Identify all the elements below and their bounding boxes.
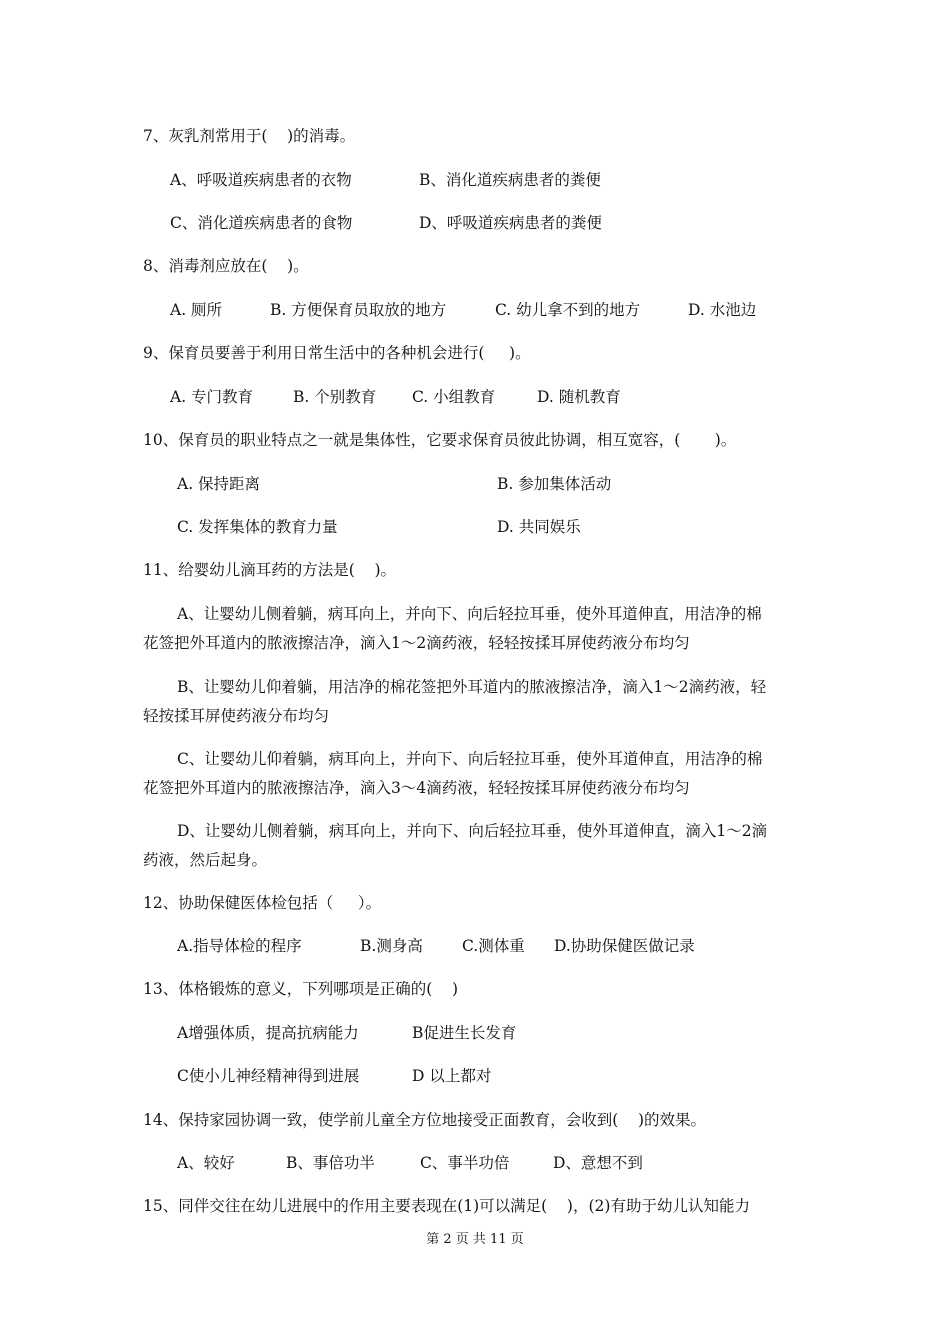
q14-option-c: C、事半功倍 bbox=[420, 1154, 510, 1172]
q10-stem: 10、保育员的职业特点之一就是集体性，它要求保育员彼此协调，相互宽容，( )。 bbox=[143, 431, 737, 449]
q11-stem: 11、给婴幼儿滴耳药的方法是( )。 bbox=[143, 561, 397, 579]
q11-option-d-line1: D、让婴幼儿侧着躺，病耳向上，并向下、向后轻拉耳垂，使外耳道伸直，滴入1～2滴 bbox=[177, 822, 768, 840]
q13-option-a: A增强体质，提高抗病能力 bbox=[177, 1024, 359, 1042]
q9-option-a: A. 专门教育 bbox=[170, 388, 254, 406]
q7-option-c: C、消化道疾病患者的食物 bbox=[170, 214, 353, 232]
q14-stem: 14、保持家园协调一致，使学前儿童全方位地接受正面教育，会收到( )的效果。 bbox=[143, 1111, 707, 1129]
q14-option-a: A、较好 bbox=[177, 1154, 235, 1172]
q8-option-b: B. 方便保育员取放的地方 bbox=[270, 301, 447, 319]
q7-option-d: D、呼吸道疾病患者的粪便 bbox=[419, 214, 602, 232]
q13-stem: 13、体格锻炼的意义，下列哪项是正确的( ) bbox=[143, 980, 459, 998]
q7-option-b: B、消化道疾病患者的粪便 bbox=[419, 171, 601, 189]
q14-option-d: D、意想不到 bbox=[553, 1154, 643, 1172]
q10-option-d: D. 共同娱乐 bbox=[497, 518, 581, 536]
q9-option-d: D. 随机教育 bbox=[537, 388, 621, 406]
q14-option-b: B、事倍功半 bbox=[286, 1154, 375, 1172]
q10-option-b: B. 参加集体活动 bbox=[497, 475, 612, 493]
q13-option-b: B促进生长发育 bbox=[412, 1024, 517, 1042]
q11-option-d-line2: 药液，然后起身。 bbox=[143, 851, 268, 869]
q12-option-c: C.测体重 bbox=[462, 937, 525, 955]
q13-option-d: D 以上都对 bbox=[412, 1067, 492, 1085]
q15-stem: 15、同伴交往在幼儿进展中的作用主要表现在(1)可以满足( )，(2)有助于幼儿认知能力 bbox=[143, 1197, 750, 1215]
q9-option-b: B. 个别教育 bbox=[293, 388, 377, 406]
q11-option-b-line2: 轻按揉耳屏使药液分布均匀 bbox=[143, 707, 330, 725]
q8-option-a: A. 厕所 bbox=[170, 301, 223, 319]
q9-option-c: C. 小组教育 bbox=[412, 388, 496, 406]
q11-option-a-line2: 花签把外耳道内的脓液擦洁净，滴入1～2滴药液，轻轻按揉耳屏使药液分布均匀 bbox=[143, 634, 690, 652]
q7-option-a: A、呼吸道疾病患者的衣物 bbox=[170, 171, 352, 189]
q12-stem: 12、协助保健医体检包括（ ）。 bbox=[143, 894, 382, 912]
page-number-footer: 第 2 页 共 11 页 bbox=[426, 1232, 524, 1247]
q11-option-b-line1: B、让婴幼儿仰着躺，用洁净的棉花签把外耳道内的脓液擦洁净，滴入1～2滴药液，轻 bbox=[177, 678, 767, 696]
q12-option-b: B.测身高 bbox=[360, 937, 423, 955]
q11-option-a-line1: A、让婴幼儿侧着躺，病耳向上，并向下、向后轻拉耳垂，使外耳道伸直，用洁净的棉 bbox=[177, 605, 762, 623]
q8-option-d: D. 水池边 bbox=[688, 301, 757, 319]
q13-option-c: C使小儿神经精神得到进展 bbox=[177, 1067, 360, 1085]
q12-option-d: D.协助保健医做记录 bbox=[554, 937, 695, 955]
q12-option-a: A.指导体检的程序 bbox=[177, 937, 302, 955]
q10-option-c: C. 发挥集体的教育力量 bbox=[177, 518, 338, 536]
q9-stem: 9、保育员要善于利用日常生活中的各种机会进行( )。 bbox=[143, 344, 531, 362]
q11-option-c-line1: C、让婴幼儿仰着躺，病耳向上，并向下、向后轻拉耳垂，使外耳道伸直，用洁净的棉 bbox=[177, 750, 763, 768]
q8-option-c: C. 幼儿拿不到的地方 bbox=[495, 301, 641, 319]
q11-option-c-line2: 花签把外耳道内的脓液擦洁净，滴入3～4滴药液，轻轻按揉耳屏使药液分布均匀 bbox=[143, 779, 690, 797]
q7-stem: 7、灰乳剂常用于( )的消毒。 bbox=[143, 127, 356, 145]
q8-stem: 8、消毒剂应放在( )。 bbox=[143, 257, 309, 275]
q10-option-a: A. 保持距离 bbox=[177, 475, 261, 493]
